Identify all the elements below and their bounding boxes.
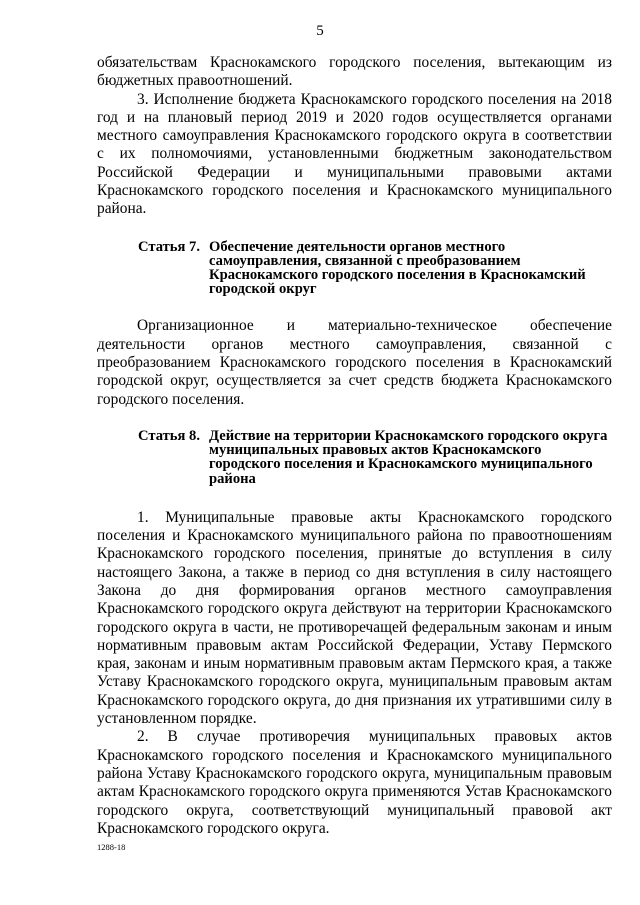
article-8-title: Действие на территории Краснокамского городского округа муниципальных правовых актов Краснокамского городского поселения и Краснокамского муниципального района xyxy=(209,427,608,487)
article-7-label: Статья 7. xyxy=(138,238,200,255)
article-7-heading xyxy=(97,240,612,297)
paragraph-continuation: обязательствам Краснокамского городского поселения, вытекающим из бюджетных правоотношений. xyxy=(97,54,612,90)
article-7-title: Обеспечение деятельности органов местного самоуправления, связанной с преобразованием Краснокамского городского поселения в Краснокамский городской округ xyxy=(209,238,586,298)
paragraph-budget-execution: 3. Исполнение бюджета Краснокамского городского поселения на 2018 год и на плановый период 2019 и 2020 годов осуществляется органами местного самоуправления Краснокамского городского округа в соответствии с их полномочиями, установленными бюджетным законодательством Российской Федерации и муниципальными правовыми актами Краснокамского городского поселения и Краснокамского муниципального района. xyxy=(97,90,612,218)
document-code: 1288-18 xyxy=(97,842,126,852)
article-8-heading xyxy=(97,429,612,486)
article-8-paragraph-1: 1. Муниципальные правовые акты Краснокамского городского поселения и Краснокамского муниципального района по правоотношениям Краснокамского городского поселения, принятые до вступления в силу настоящего Закона, а также в период со дня вступления в силу настоящего Закона до дня формирования органов местного самоуправления Краснокамского городского округа действуют на территории Краснокамского городского округа в части, не противоречащей федеральным законам и иным нормативным правовым актам Российской Федерации, Уставу Пермского края, законам и иным нормативным правовым актам Пермского края, а также Уставу Краснокамского городского округа, муниципальным правовым актам Краснокамского городского округа, до дня признания их утратившими силу в установленном порядке. xyxy=(97,508,612,728)
page-number: 5 xyxy=(316,23,324,39)
page-content xyxy=(97,54,612,838)
article-8-label: Статья 8. xyxy=(138,427,200,444)
article-7-paragraph: Организационное и материально-техническое обеспечение деятельности органов местного самоуправления, связанной с преобразованием Краснокамского городского поселения в Краснокамский городской округ, осуществляется за счет средств бюджета Краснокамского городского поселения. xyxy=(97,317,612,408)
article-8-paragraph-2: 2. В случае противоречия муниципальных правовых актов Краснокамского городского поселения и Краснокамского муниципального района Уставу Краснокамского городского округа, муниципальным правовым актам Краснокамского городского округа применяются Устав Краснокамского городского округа, соответствующий муниципальный правовой акт Краснокамского городского округа. xyxy=(97,728,612,837)
